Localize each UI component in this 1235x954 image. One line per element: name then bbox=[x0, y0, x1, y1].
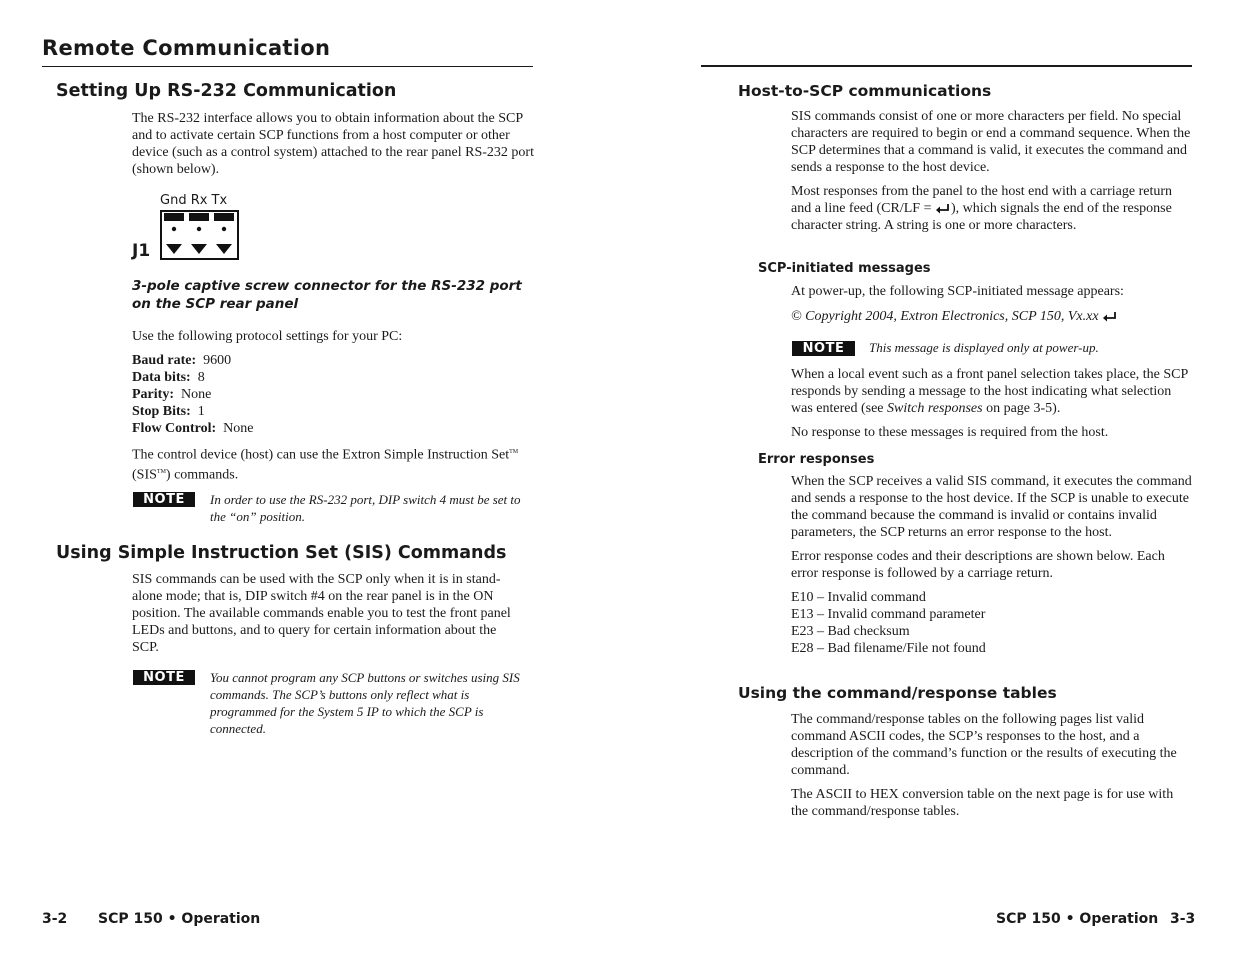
connector-pin-labels: Gnd Rx Tx bbox=[160, 193, 228, 208]
rs232-connector-diagram bbox=[160, 210, 240, 262]
section-heading-sis: Using Simple Instruction Set (SIS) Commands bbox=[56, 543, 507, 563]
sis-intro: The control device (host) can use the Extron Simple Instruction Set™ (SIS™) commands. bbox=[132, 447, 519, 483]
error-code-list bbox=[791, 589, 1193, 657]
heading-scp-initiated: SCP-initiated messages bbox=[758, 261, 931, 276]
setting-baud: Baud rate: 9600 bbox=[132, 353, 232, 368]
footer-page-number-left: 3-2 bbox=[42, 911, 68, 927]
right-top-rule bbox=[701, 65, 1192, 67]
rs232-intro-text: The RS-232 interface allows you to obtain information about the SCP and to activate certain SCP functions from a host computer or other device (such as a control system) attached to the rear panel RS-232 port (shown below). bbox=[132, 111, 534, 177]
error-responses-body bbox=[791, 473, 1193, 657]
footer-doc-title-right: SCP 150 • Operation bbox=[996, 911, 1159, 927]
section-heading-rs232: Setting Up RS-232 Communication bbox=[56, 81, 397, 101]
sis-body-text: SIS commands can be used with the SCP only when it is in stand-alone mode; that is, DIP switch #4 on the rear panel is in the ON position. The available commands enable you to test the front panel LEDs and buttons, and to query for certain information about the SCP. bbox=[132, 572, 511, 655]
err-p1: When the SCP receives a valid SIS command, it executes the command and sends a response to the host device. If the SCP is unable to execute the command because the command is invalid or contains invalid parameters, the SCP returns an error response to the host. bbox=[791, 474, 1192, 540]
note-badge-sis: NOTE bbox=[133, 670, 195, 685]
note-badge-powerup: NOTE bbox=[792, 341, 855, 356]
protocol-settings-list bbox=[132, 352, 253, 437]
error-code-item: E23 – Bad checksum bbox=[791, 624, 910, 639]
sis-body bbox=[132, 571, 526, 663]
tables-p1: The command/response tables on the following pages list valid command ASCII codes, the SCP’s responses to the host, and a description of the command’s function or the results of executing the command. bbox=[791, 712, 1177, 778]
switch-responses-ref: Switch responses bbox=[887, 401, 983, 416]
host-p2: Most responses from the panel to the host end with a carriage return and a line feed (CR/LF = ), which signals the end of the response character string. A string is one or more characters. bbox=[791, 184, 1173, 233]
rs232-intro bbox=[132, 110, 534, 185]
setting-databits: Data bits: 8 bbox=[132, 370, 205, 385]
error-code-item: E10 – Invalid command bbox=[791, 590, 926, 605]
heading-command-tables: Using the command/response tables bbox=[738, 684, 1057, 702]
error-code-item: E13 – Invalid command parameter bbox=[791, 607, 986, 622]
setting-parity: Parity: None bbox=[132, 387, 212, 402]
tables-p2: The ASCII to HEX conversion table on the next page is for use with the command/response tables. bbox=[791, 787, 1174, 819]
heading-host-to-scp: Host-to-SCP communications bbox=[738, 82, 992, 100]
scp-powerup-text: At power-up, the following SCP-initiated message appears: bbox=[791, 284, 1124, 299]
scp-p3: No response to these messages is required from the host. bbox=[791, 425, 1109, 440]
protocol-intro: Use the following protocol settings for your PC: bbox=[132, 329, 403, 344]
err-p2: Error response codes and their descriptions are shown below. Each error response is followed by a carriage return. bbox=[791, 549, 1165, 581]
scp-initiated-body bbox=[791, 366, 1191, 448]
connector-caption-line1: 3-pole captive screw connector for the RS-232 port bbox=[132, 278, 522, 294]
error-code-item: E28 – Bad filename/File not found bbox=[791, 641, 986, 656]
scp-p2: When a local event such as a front panel selection takes place, the SCP responds by sending a message to the host indicating what selection was entered (see Switch responses on page 3-5). bbox=[791, 367, 1188, 416]
scp-copyright-message: © Copyright 2004, Extron Electronics, SCP 150, Vx.xx bbox=[791, 308, 1118, 325]
carriage-return-icon bbox=[935, 203, 951, 215]
note-sis-programming: You cannot program any SCP buttons or switches using SIS commands. The SCP’s buttons only reflect what is programmed for the System 5 IP to which the SCP is connected. bbox=[210, 670, 520, 736]
page-title: Remote Communication bbox=[42, 36, 331, 60]
connector-j1-label: J1 bbox=[132, 241, 151, 261]
title-rule bbox=[42, 66, 533, 67]
setting-stopbits: Stop Bits: 1 bbox=[132, 404, 205, 419]
setting-flowcontrol: Flow Control: None bbox=[132, 421, 254, 436]
carriage-return-icon bbox=[1102, 311, 1118, 323]
note-powerup: This message is displayed only at power-up. bbox=[869, 340, 1099, 355]
footer-page-number-right: 3-3 bbox=[1170, 911, 1196, 927]
host-to-scp-body bbox=[791, 108, 1193, 241]
connector-caption-line2: on the SCP rear panel bbox=[132, 296, 299, 312]
footer-doc-title-left: SCP 150 • Operation bbox=[98, 911, 261, 927]
note-dip-switch: In order to use the RS-232 port, DIP switch 4 must be set to the “on” position. bbox=[210, 492, 521, 524]
heading-error-responses: Error responses bbox=[758, 452, 875, 467]
note-badge-dip: NOTE bbox=[133, 492, 195, 507]
command-tables-body bbox=[791, 711, 1193, 827]
host-p1: SIS commands consist of one or more characters per field. No special characters are required to begin or end a command sequence. When the SCP determines that a command is valid, it executes the command and sends a response to the host device. bbox=[791, 109, 1191, 175]
